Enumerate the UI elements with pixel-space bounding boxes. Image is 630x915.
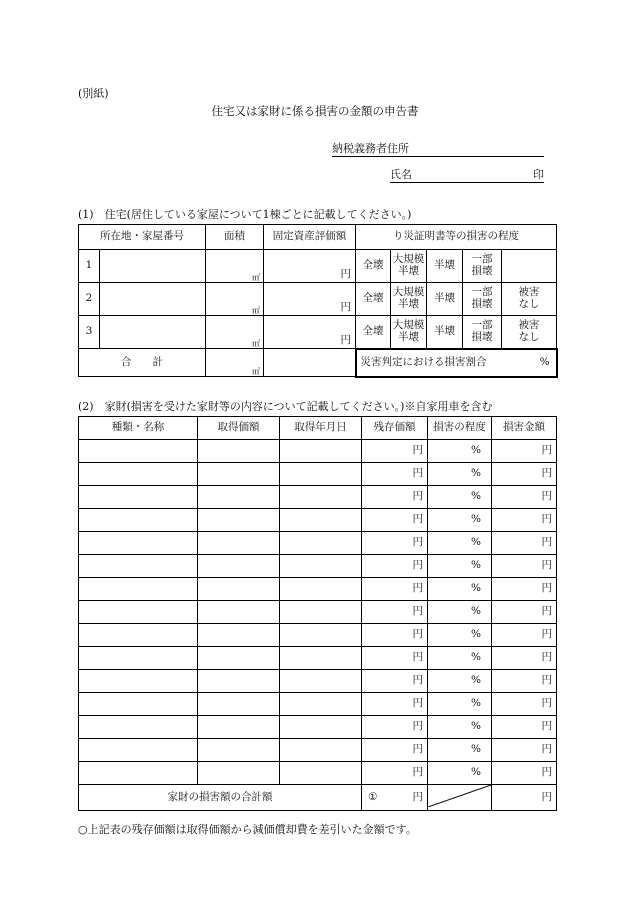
residual-value-cell[interactable]: 円 xyxy=(362,762,428,785)
kind-name-cell[interactable] xyxy=(79,716,198,739)
goods-total-loss[interactable]: 円 xyxy=(492,785,557,811)
kind-name-cell[interactable] xyxy=(79,601,198,624)
residual-value-cell[interactable]: 円 xyxy=(362,578,428,601)
damage-degree-cell[interactable]: % xyxy=(428,532,492,555)
damage-none[interactable]: 被害 なし xyxy=(502,283,557,316)
goods-row xyxy=(79,486,557,509)
acquisition-cost-cell[interactable] xyxy=(198,670,280,693)
housing-table xyxy=(78,224,558,378)
damage-full[interactable]: 全壊 xyxy=(356,283,391,316)
damage-degree-cell[interactable]: % xyxy=(428,762,492,785)
damage-ratio-unit: % xyxy=(539,355,550,368)
seal-label: 印 xyxy=(533,168,544,181)
acquisition-cost-cell[interactable] xyxy=(198,463,280,486)
acquisition-date-cell[interactable] xyxy=(280,486,362,509)
damage-degree-cell[interactable]: % xyxy=(428,739,492,762)
goods-row xyxy=(79,601,557,624)
acquisition-date-cell[interactable] xyxy=(280,716,362,739)
goods-row xyxy=(79,463,557,486)
kind-name-cell[interactable] xyxy=(79,440,198,463)
house-row xyxy=(79,316,557,349)
diagonal-slash xyxy=(428,785,491,807)
damage-half[interactable]: 半壊 xyxy=(427,316,463,349)
loss-amount-cell[interactable]: 円 xyxy=(492,555,557,578)
row-number: 1 xyxy=(79,250,100,283)
header-assessed-value: 固定資産評価額 xyxy=(264,225,356,250)
header-area: 面積 xyxy=(206,225,264,250)
residual-value-cell[interactable]: 円 xyxy=(362,440,428,463)
acquisition-cost-cell[interactable] xyxy=(198,716,280,739)
loss-amount-cell[interactable]: 円 xyxy=(492,762,557,785)
kind-name-cell[interactable] xyxy=(79,463,198,486)
header-damage-degree: 損害の程度 xyxy=(428,417,492,440)
loss-amount-cell[interactable]: 円 xyxy=(492,647,557,670)
location-cell[interactable] xyxy=(100,283,206,316)
residual-value-cell[interactable]: 円 xyxy=(362,532,428,555)
residual-value-cell[interactable]: 円 xyxy=(362,739,428,762)
damage-degree-cell[interactable]: % xyxy=(428,693,492,716)
goods-row xyxy=(79,440,557,463)
acquisition-cost-cell[interactable] xyxy=(198,601,280,624)
acquisition-date-cell[interactable] xyxy=(280,670,362,693)
assessed-value-cell[interactable]: 円 xyxy=(264,283,356,316)
loss-amount-cell[interactable]: 円 xyxy=(492,739,557,762)
goods-total-diagonal xyxy=(428,785,492,811)
area-cell[interactable]: ㎡ xyxy=(206,250,264,283)
header-damage-degree: り災証明書等の損害の程度 xyxy=(356,225,557,250)
loss-amount-cell[interactable]: 円 xyxy=(492,693,557,716)
damage-half[interactable]: 半壊 xyxy=(427,250,463,283)
goods-row xyxy=(79,693,557,716)
damage-large-half[interactable]: 大規模 半壊 xyxy=(391,283,427,316)
acquisition-date-cell[interactable] xyxy=(280,739,362,762)
loss-amount-cell[interactable]: 円 xyxy=(492,486,557,509)
damage-degree-cell[interactable]: % xyxy=(428,670,492,693)
damage-degree-cell[interactable]: % xyxy=(428,578,492,601)
kind-name-cell[interactable] xyxy=(79,693,198,716)
name-underline xyxy=(390,182,544,183)
kind-name-cell[interactable] xyxy=(79,762,198,785)
goods-row xyxy=(79,716,557,739)
housing-total-label: 合 計 xyxy=(79,349,206,377)
damage-large-half[interactable]: 大規模 半壊 xyxy=(391,316,427,349)
damage-large-half[interactable]: 大規模 半壊 xyxy=(391,250,427,283)
kind-name-cell[interactable] xyxy=(79,624,198,647)
damage-partial[interactable]: 一部 損壊 xyxy=(463,316,502,349)
loss-amount-cell[interactable]: 円 xyxy=(492,532,557,555)
goods-row xyxy=(79,739,557,762)
acquisition-date-cell[interactable] xyxy=(280,601,362,624)
location-cell[interactable] xyxy=(100,250,206,283)
acquisition-cost-cell[interactable] xyxy=(198,647,280,670)
assessed-value-cell[interactable]: 円 xyxy=(264,250,356,283)
goods-row xyxy=(79,578,557,601)
acquisition-date-cell[interactable] xyxy=(280,509,362,532)
assessed-value-cell[interactable]: 円 xyxy=(264,316,356,349)
acquisition-cost-cell[interactable] xyxy=(198,555,280,578)
kind-name-cell[interactable] xyxy=(79,739,198,762)
goods-row xyxy=(79,624,557,647)
loss-amount-cell[interactable]: 円 xyxy=(492,578,557,601)
loss-amount-cell[interactable]: 円 xyxy=(492,601,557,624)
circled-one-mark: ① xyxy=(368,791,378,803)
residual-value-cell[interactable]: 円 xyxy=(362,463,428,486)
residual-value-cell[interactable]: 円 xyxy=(362,601,428,624)
house-row xyxy=(79,283,557,316)
damage-ratio-cell[interactable] xyxy=(356,349,557,377)
residual-value-cell[interactable]: 円 xyxy=(362,647,428,670)
damage-degree-cell[interactable]: % xyxy=(428,440,492,463)
header-loss-amount: 損害金額 xyxy=(492,417,557,440)
damage-degree-cell[interactable]: % xyxy=(428,555,492,578)
acquisition-cost-cell[interactable] xyxy=(198,578,280,601)
acquisition-date-cell[interactable] xyxy=(280,440,362,463)
damage-partial[interactable]: 一部 損壊 xyxy=(463,250,502,283)
acquisition-cost-cell[interactable] xyxy=(198,624,280,647)
acquisition-cost-cell[interactable] xyxy=(198,486,280,509)
damage-degree-cell[interactable]: % xyxy=(428,601,492,624)
header-acquisition-date: 取得年月日 xyxy=(280,417,362,440)
document-title: 住宅又は家財に係る損害の金額の申告書 xyxy=(211,104,419,118)
household-goods-table xyxy=(78,416,557,811)
damage-degree-cell[interactable]: % xyxy=(428,463,492,486)
acquisition-date-cell[interactable] xyxy=(280,693,362,716)
loss-amount-cell[interactable]: 円 xyxy=(492,440,557,463)
loss-amount-cell[interactable]: 円 xyxy=(492,509,557,532)
kind-name-cell[interactable] xyxy=(79,532,198,555)
location-cell[interactable] xyxy=(100,316,206,349)
acquisition-date-cell[interactable] xyxy=(280,532,362,555)
damage-degree-cell[interactable]: % xyxy=(428,624,492,647)
damage-none[interactable]: 被害 なし xyxy=(502,316,557,349)
residual-value-cell[interactable]: 円 xyxy=(362,670,428,693)
damage-degree-cell[interactable]: % xyxy=(428,716,492,739)
acquisition-cost-cell[interactable] xyxy=(198,532,280,555)
goods-row xyxy=(79,555,557,578)
kind-name-cell[interactable] xyxy=(79,555,198,578)
residual-value-cell[interactable]: 円 xyxy=(362,509,428,532)
header-kind-name: 種類・名称 xyxy=(79,417,198,440)
residual-value-cell[interactable]: 円 xyxy=(362,486,428,509)
row-number: 3 xyxy=(79,316,100,349)
damage-full[interactable]: 全壊 xyxy=(356,316,391,349)
damage-degree-cell[interactable]: % xyxy=(428,509,492,532)
damage-full[interactable]: 全壊 xyxy=(356,250,391,283)
acquisition-date-cell[interactable] xyxy=(280,762,362,785)
area-cell[interactable]: ㎡ xyxy=(206,316,264,349)
footnote: ○上記表の残存価額は取得価額から減価償却費を差引いた金額です。 xyxy=(78,823,417,836)
goods-row xyxy=(79,647,557,670)
house-row xyxy=(79,250,557,283)
kind-name-cell[interactable] xyxy=(79,486,198,509)
damage-degree-cell[interactable]: % xyxy=(428,486,492,509)
damage-half[interactable]: 半壊 xyxy=(427,283,463,316)
total-area-cell[interactable]: ㎡ xyxy=(206,349,264,377)
goods-row xyxy=(79,762,557,785)
damage-partial[interactable]: 一部 損壊 xyxy=(463,283,502,316)
damage-ratio-label: 災害判定における損害割合 xyxy=(360,355,487,368)
header-location: 所在地・家屋番号 xyxy=(79,225,206,250)
goods-row xyxy=(79,670,557,693)
acquisition-date-cell[interactable] xyxy=(280,463,362,486)
header-residual-value: 残存価額 xyxy=(362,417,428,440)
kind-name-cell[interactable] xyxy=(79,670,198,693)
goods-row xyxy=(79,509,557,532)
loss-amount-cell[interactable]: 円 xyxy=(492,670,557,693)
acquisition-cost-cell[interactable] xyxy=(198,739,280,762)
residual-value-cell[interactable]: 円 xyxy=(362,716,428,739)
area-cell[interactable]: ㎡ xyxy=(206,283,264,316)
acquisition-cost-cell[interactable] xyxy=(198,693,280,716)
attachment-label: (別紙) xyxy=(78,87,109,100)
goods-total-label: 家財の損害額の合計額 xyxy=(79,785,362,811)
acquisition-cost-cell[interactable] xyxy=(198,509,280,532)
loss-amount-cell[interactable]: 円 xyxy=(492,463,557,486)
residual-value-cell[interactable]: 円 xyxy=(362,624,428,647)
kind-name-cell[interactable] xyxy=(79,578,198,601)
acquisition-date-cell[interactable] xyxy=(280,578,362,601)
row-number: 2 xyxy=(79,283,100,316)
loss-amount-cell[interactable]: 円 xyxy=(492,716,557,739)
residual-value-cell[interactable]: 円 xyxy=(362,693,428,716)
damage-blank xyxy=(502,250,557,283)
goods-total-residual[interactable]: ① 円 xyxy=(362,785,428,811)
damage-degree-cell[interactable]: % xyxy=(428,647,492,670)
acquisition-cost-cell[interactable] xyxy=(198,440,280,463)
header-acquisition-cost: 取得価額 xyxy=(198,417,280,440)
acquisition-cost-cell[interactable] xyxy=(198,762,280,785)
section1-heading: (1) 住宅(居住している家屋について1棟ごとに記載してください。) xyxy=(78,208,412,221)
goods-row xyxy=(79,532,557,555)
name-label: 氏名 xyxy=(390,168,412,181)
kind-name-cell[interactable] xyxy=(79,509,198,532)
kind-name-cell[interactable] xyxy=(79,647,198,670)
acquisition-date-cell[interactable] xyxy=(280,624,362,647)
address-underline xyxy=(332,156,544,157)
section2-heading: (2) 家財(損害を受けた家財等の内容について記載してください。)※自家用車を含む xyxy=(78,400,493,413)
acquisition-date-cell[interactable] xyxy=(280,555,362,578)
acquisition-date-cell[interactable] xyxy=(280,647,362,670)
total-assessed-cell[interactable] xyxy=(264,349,356,377)
taxpayer-address-label: 納税義務者住所 xyxy=(332,142,409,155)
loss-amount-cell[interactable]: 円 xyxy=(492,624,557,647)
residual-value-cell[interactable]: 円 xyxy=(362,555,428,578)
